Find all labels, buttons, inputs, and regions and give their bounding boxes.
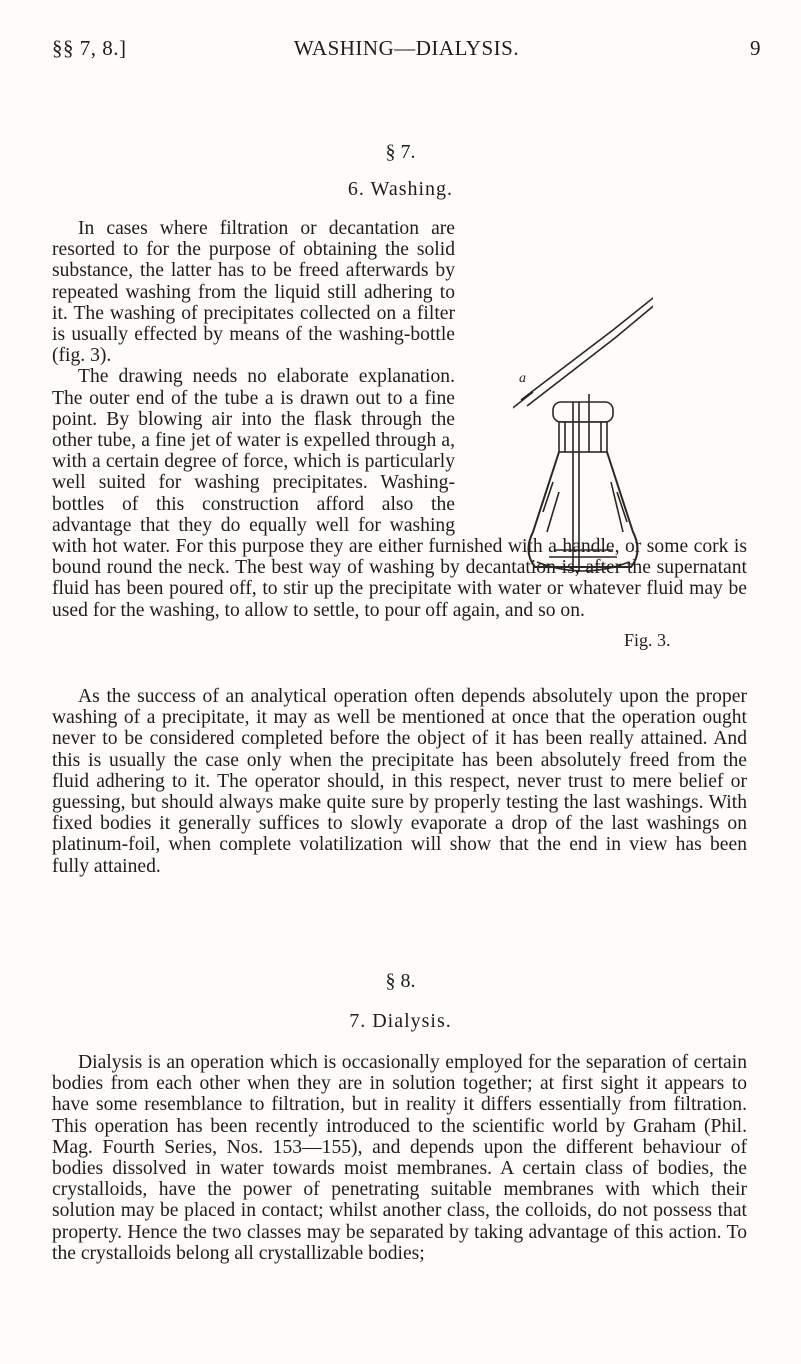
washing-bottle-icon [513,282,653,622]
section-title-dialysis: 7. Dialysis. [349,1010,452,1032]
outer-tube-line [521,290,653,400]
paragraph-washing-success: As the success of an analytical operation often depends absolutely upon the proper washing of a precipitate, it may as well be mentioned at once that the operation ought never to be considered completed before the object of it has been really attained. And this is usually the case only when the precipitate has been absolutely freed from the fluid adhering to it. The operator should, in this respect, never trust to mere belief or guessing, but should always make quite sure by properly testing the last washings. With fixed bodies it generally suffices to slowly evaporate a drop of the last washings on platinum-foil, when complete volatilization will show that the end in view has been fully attained. [52,686,747,877]
running-header [52,36,761,76]
paragraph-dialysis: Dialysis is an operation which is occasionally employed for the separation of certain bodies from each other when they are in solution together; at first sight it appears to have some resemblance to filtration, but in reality it differs essentially from filtration. This operation has been recently introduced to the scientific world by Graham (Phil. Mag. Fourth Series, Nos. 153—155), and depends upon the different behaviour of bodies dissolved in water towards moist membranes. A certain class of bodies, the crystalloids, have the power of penetrating suitable membranes with which their solution may be placed in contact; whilst another class, the colloids, do not possess that property. Hence the two classes may be separated by taking advantage of this action. To the crystalloids belong all crystallizable bodies; [52,1052,747,1264]
section-mark-7: § 7. [385,141,416,163]
paragraph-drawing-explanation: The drawing needs no elaborate explanation. The outer end of the tube a is drawn out to a fine point. By blowing air into the flask through the other tube, a fine jet of water is expelled through a, with a certain degree of force, which is particularly well suited for washing precipitates. Washing-bottles of this construction afford also the advantage that they do equally well for washing with hot water. For this purpose they are either furnished with a handle, or some cork is bound round the neck. The best way of washing by decantation is, after the supernatant fluid has been poured off, to stir up the precipitate with water or whatever fluid may be used for the washing, to allow to settle, to pour off again, and so on. [52,366,747,621]
paragraph-text: In cases where filtration or decantation are resorted to for the purpose of obtaining the solid substance, the latter has to be freed afterwards by repeated washing from the liquid still adhering to it. The washing of precipitates collected on a filter is usually effected by means of the washing-bottle (fig. 3). [52,218,455,367]
figure-caption: Fig. 3. [624,630,671,650]
header-section-ref: §§ 7, 8.] [52,36,127,60]
page-number: 9 [750,36,761,60]
tube-letter-a: a [519,371,526,386]
section-mark-8: § 8. [385,970,416,992]
section-title-washing: 6. Washing. [347,178,454,200]
header-title: WASHING—DIALYSIS. [293,36,520,60]
